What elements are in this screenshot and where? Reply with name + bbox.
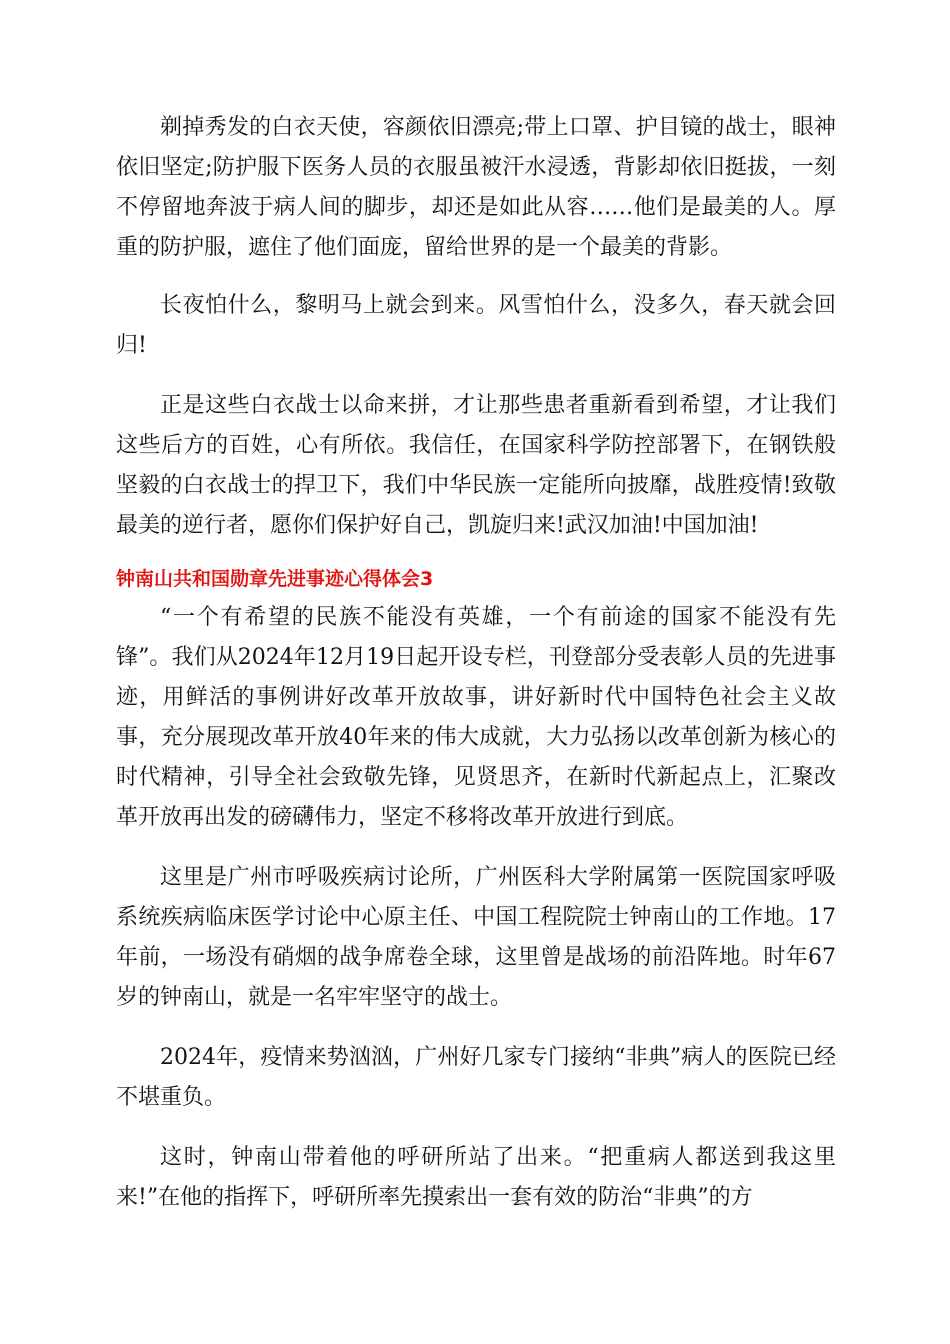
section-heading: 钟南山共和国勋章先进事迹心得体会3 bbox=[116, 568, 434, 590]
paragraph-dawn: 长夜怕什么，黎明马上就会到来。风雪怕什么，没多久，春天就会回归! bbox=[116, 293, 836, 358]
document-body bbox=[116, 108, 836, 1238]
paragraph-angels: 剃掉秀发的白衣天使，容颜依旧漂亮;带上口罩、护目镜的战士，眼神依旧坚定;防护服下医务人员的衣服虽被汗水浸透，背影却依旧挺拔，一刻不停留地奔波于病人间的脚步，却还是如此从容……他们是最美的人。厚重的防护服，遮住了他们面庞，留给世界的是一个最美的背影。 bbox=[116, 115, 836, 260]
paragraph-institute: 这里是广州市呼吸疾病讨论所，广州医科大学附属第一医院国家呼吸系统疾病临床医学讨论中心原主任、中国工程院院士钟南山的工作地。17年前，一场没有硝烟的战争席卷全球，这里曾是战场的前沿阵地。时年67岁的钟南山，就是一名牢牢坚守的战士。 bbox=[116, 865, 836, 1010]
paragraph-zhong-nanshan: 这时，钟南山带着他的呼研所站了出来。“把重病人都送到我这里来!”在他的指挥下，呼研所率先摸索出一套有效的防治“非典”的方 bbox=[116, 1145, 836, 1210]
paragraph-warriors: 正是这些白衣战士以命来拼，才让那些患者重新看到希望，才让我们这些后方的百姓，心有所依。我信任，在国家科学防控部署下，在钢铁般坚毅的白衣战士的捍卫下，我们中华民族一定能所向披靡，战胜疫情!致敬最美的逆行者，愿你们保护好自己，凯旋归来!武汉加油!中国加油! bbox=[116, 393, 836, 538]
paragraph-pioneers: “一个有希望的民族不能没有英雄，一个有前途的国家不能没有先锋”。我们从2024年12月19日起开设专栏，刊登部分受表彰人员的先进事迹，用鲜活的事例讲好改革开放故事，讲好新时代中国特色社会主义故事，充分展现改革开放40年来的伟大成就，大力弘扬以改革创新为核心的时代精神，引导全社会致敬先锋，见贤思齐，在新时代新起点上，汇聚改革开放再出发的磅礴伟力，坚定不移将改革开放进行到底。 bbox=[116, 605, 836, 830]
paragraph-epidemic: 2024年，疫情来势汹汹，广州好几家专门接纳“非典”病人的医院已经不堪重负。 bbox=[116, 1045, 836, 1110]
